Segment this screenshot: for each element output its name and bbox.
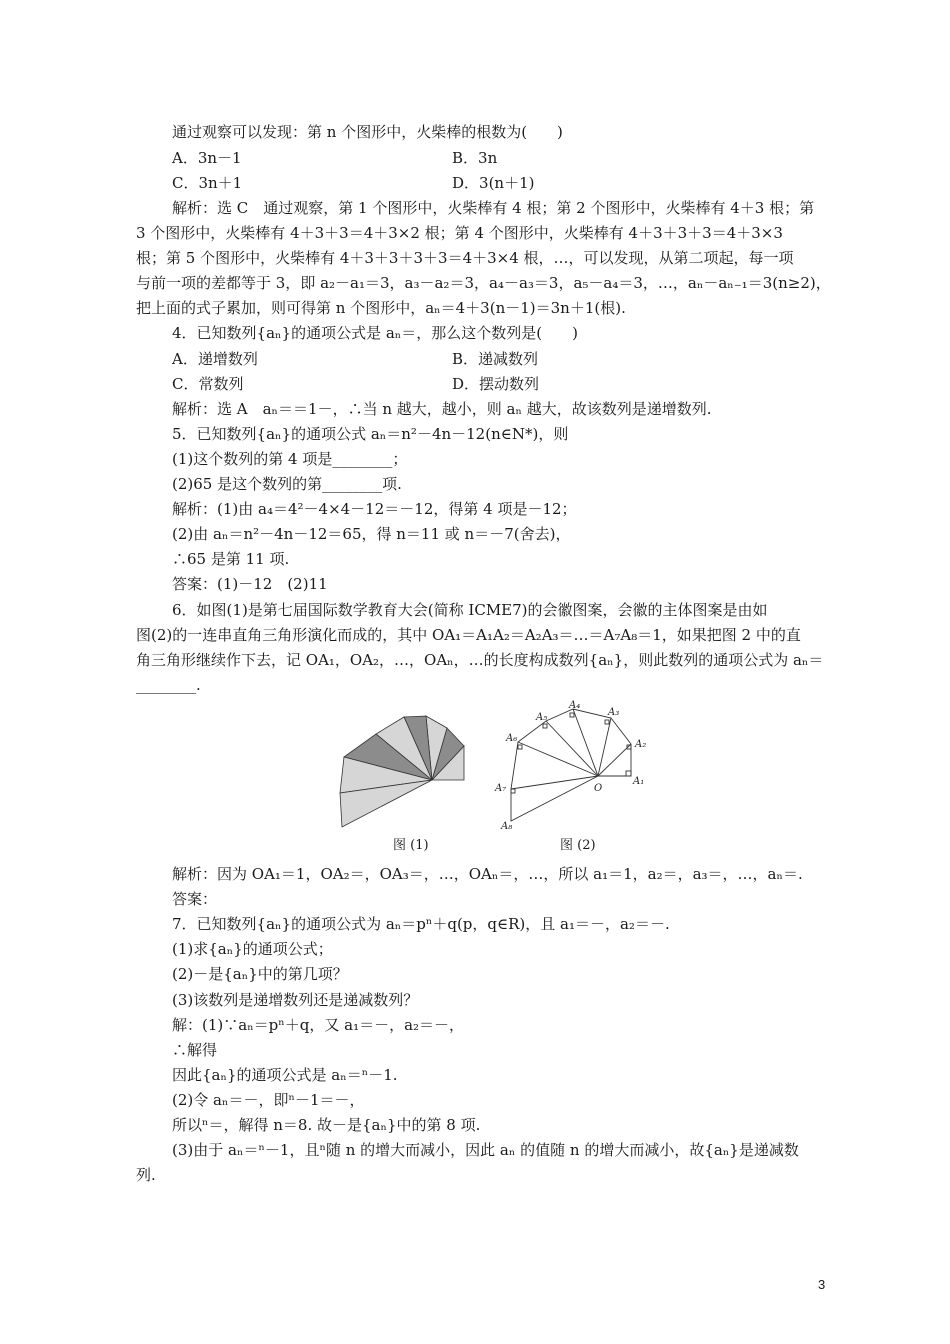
q6-analysis: 解析：因为 OA₁＝1，OA₂＝，OA₃＝，…，OAₙ＝，…，所以 a₁＝1，a₂＝，a₃＝，…，aₙ＝. [172, 865, 803, 883]
right-angle-mark [626, 771, 631, 776]
q3-option-d: D．3(n＋1) [452, 174, 535, 192]
q5-analysis2: (2)由 aₙ＝n²－4n－12＝65，得 n＝11 或 n＝－7(舍去)， [172, 525, 571, 543]
q7-solution-line: 因此{aₙ}的通项公式是 aₙ＝ⁿ－1. [172, 1066, 398, 1084]
q6-stem-line: 6．如图(1)是第七届国际数学教育大会(简称 ICME7)的会徽图案，会徽的主体图案是由如 [172, 601, 768, 619]
q3-option-a: A．3n－1 [172, 149, 242, 167]
q4-option-a: A．递增数列 [172, 350, 258, 368]
q7-solution-line: (3)由于 aₙ＝ⁿ－1，且ⁿ随 n 的增大而减小，因此 aₙ 的值随 n 的增大而减小，故{aₙ}是递减数 [172, 1141, 799, 1159]
segment-oa6 [518, 742, 598, 776]
q7-stem: 7．已知数列{aₙ}的通项公式为 aₙ＝pⁿ＋q(p，q∈R)，且 a₁＝－，a₂＝－. [172, 915, 670, 933]
label-o: O [594, 783, 603, 794]
label-a3: A₃ [608, 707, 620, 718]
q4-option-b: B．递减数列 [452, 350, 539, 368]
q7-solution-line: ∴解得 [172, 1041, 218, 1059]
q7-part2: (2)－是{aₙ}中的第几项？ [172, 965, 348, 983]
label-a1: A₁ [633, 776, 645, 787]
label-a6: A₆ [506, 733, 518, 744]
segment-oa4 [573, 709, 598, 776]
segment-oa3 [598, 718, 611, 776]
q4-option-c: C．常数列 [172, 375, 244, 393]
q3-analysis-line: 3 个图形中，火柴棒有 4＋3＋3＝4＋3×2 根；第 4 个图形中，火柴棒有 4＋3＋3＋3＝4＋3×3 [136, 224, 783, 242]
right-triangle-spiral-figure [490, 700, 660, 834]
q4-stem: 4．已知数列{aₙ}的通项公式是 aₙ＝，那么这个数列是( ) [172, 324, 578, 342]
q5-analysis3: ∴65 是第 11 项. [172, 550, 290, 568]
label-a4: A₄ [569, 700, 581, 711]
q6-stem-line: ________. [136, 676, 201, 694]
right-angle-mark [543, 724, 547, 728]
segment-oa5 [546, 721, 598, 776]
q3-analysis-line: 解析：选 C 通过观察，第 1 个图形中，火柴棒有 4 根；第 2 个图形中，火柴棒有 4＋3 根；第 [172, 199, 815, 217]
q5-part1: (1)这个数列的第 4 项是________； [172, 450, 408, 468]
q3-analysis-line: 根；第 5 个图形中，火柴棒有 4＋3＋3＋3＋3＝4＋3×4 根，…，可以发现，从第二项起，每一项 [136, 249, 794, 267]
figure-2-caption: 图 (2) [560, 838, 596, 853]
q5-stem: 5．已知数列{aₙ}的通项公式 aₙ＝n²－4n－12(n∈N*)，则 [172, 425, 569, 443]
q5-analysis1: 解析：(1)由 a₄＝4²－4×4－12＝－12，得第 4 项是－12； [172, 500, 577, 518]
q4-option-d: D．摆动数列 [452, 375, 540, 393]
q7-solution-line: (2)令 aₙ＝－，即ⁿ－1＝－， [172, 1091, 365, 1109]
icme7-emblem-figure [334, 712, 474, 832]
q3-analysis-line: 把上面的式子累加，则可得第 n 个图形中，aₙ＝4＋3(n－1)＝3n＋1(根). [136, 299, 626, 317]
q6-answer: 答案： [172, 890, 218, 908]
right-angle-mark [511, 789, 515, 793]
q7-solution-line: 解：(1)∵aₙ＝pⁿ＋q，又 a₁＝－，a₂＝－， [172, 1016, 465, 1034]
q7-solution-line: 所以ⁿ＝，解得 n＝8. 故－是{aₙ}中的第 8 项. [172, 1116, 481, 1134]
q5-part2: (2)65 是这个数列的第________项. [172, 475, 402, 493]
q3-option-b: B．3n [452, 149, 498, 167]
q7-part1: (1)求{aₙ}的通项公式； [172, 940, 333, 958]
q3-analysis-line: 与前一项的差都等于 3，即 a₂－a₁＝3，a₃－a₂＝3，a₄－a₃＝3，a₅－a₄＝3，…，aₙ－aₙ₋₁＝3(n≥2)， [136, 274, 831, 292]
right-angle-mark [605, 720, 609, 724]
label-a7: A₇ [495, 783, 507, 794]
figure-1-caption: 图 (1) [393, 838, 429, 853]
q3-stem: 通过观察可以发现：第 n 个图形中，火柴棒的根数为( ) [172, 123, 563, 141]
label-a5: A₅ [536, 712, 548, 723]
q7-solution-line: 列. [136, 1166, 156, 1184]
q6-stem-line: 图(2)的一连串直角三角形演化而成的，其中 OA₁＝A₁A₂＝A₂A₃＝…＝A₇A₈＝1，如果把图 2 中的直 [136, 626, 801, 644]
q3-option-c: C．3n＋1 [172, 174, 243, 192]
q7-part3: (3)该数列是递增数列还是递减数列？ [172, 991, 419, 1009]
right-angle-mark [570, 713, 574, 717]
page-number: 3 [818, 1277, 826, 1292]
label-a2: A₂ [635, 739, 647, 750]
label-a8: A₈ [501, 821, 513, 832]
q5-answer: 答案：(1)－12 (2)11 [172, 575, 328, 593]
right-angle-mark [518, 745, 522, 749]
q6-stem-line: 角三角形继续作下去，记 OA₁，OA₂，…，OAₙ，…的长度构成数列{aₙ}，则此数列的通项公式为 aₙ＝ [136, 651, 824, 669]
q4-analysis: 解析：选 A aₙ＝＝1－，∴当 n 越大，越小，则 aₙ 越大，故该数列是递增数列. [172, 400, 712, 418]
